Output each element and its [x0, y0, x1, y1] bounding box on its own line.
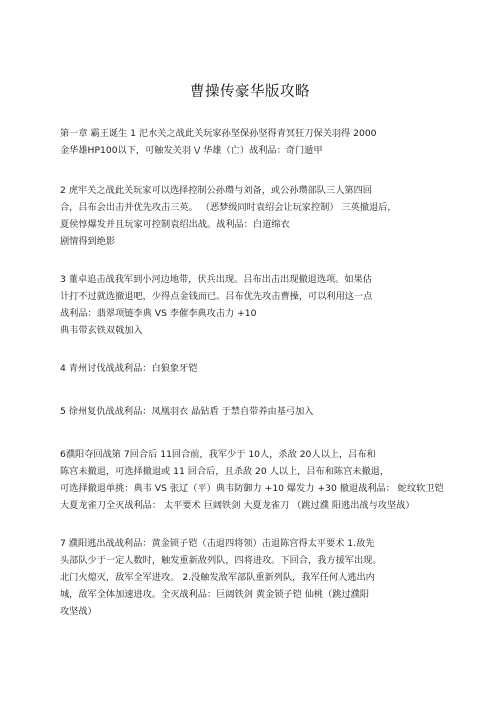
section-4-paragraph: [60, 360, 460, 377]
text-line: 计打不过就选撤退吧，少得点金钱而已。吕布优先攻击曹操，可以利用这一点: [60, 291, 373, 302]
text-line: 夏侯惇爆发并且玩家可控制袁绍出战。战利品：白道绵衣: [60, 219, 290, 230]
text-line: 陈宫未撤退，可选择撤退或 11 回合后，且杀敌 20 人以上，吕布和陈宫未撤退，: [60, 466, 390, 477]
text-line: 北门火熄灭，敌军全军进攻。 2.没触发敌军部队重新列队，我军任何人逃出内: [60, 572, 375, 583]
text-line: 6濮阳夺回战第 7回合后 11回合前，我军少于 10人，杀敌 20人以上，吕布和: [60, 449, 376, 460]
text-line: 3 董卓追击战我军到小河边地带，伏兵出现。吕布出击出现撤退选项。如果估: [60, 274, 372, 285]
text-line: 攻坚战）: [60, 606, 97, 617]
text-line: 2 虎牢关之战此关玩家可以选择控制公孙瓒与刘备，或公孙瓒部队三人第四回: [60, 185, 372, 196]
chapter-1-paragraph: [60, 125, 460, 159]
document-title: 曹操传豪华版攻略: [190, 84, 310, 100]
text-line: 可选择撤退单挑：典韦 VS 张辽（平）典韦防御力 +10 爆发力 +30 撤退战利品： 蛇纹软卫铠: [60, 483, 444, 494]
text-line: 5 徐州复仇战战利品：凤凰羽衣 晶钻盾 于禁自带养由基弓加入: [60, 406, 314, 417]
text-line: 战利品：翡翠项链李典 VS 李催李典攻击力 +10: [60, 308, 257, 319]
text-line: 4 青州讨伐战战利品：白狼象牙铠: [60, 363, 198, 374]
text-line: 7 濮阳逃出战战利品：黄金锁子铠（击退四将领）击退陈宫得太平要术 1.敌先: [60, 538, 375, 549]
section-3-paragraph: [60, 271, 460, 339]
text-line: 大夏龙雀刀全灭战利品： 太平要术 巨阔铁剑 大夏龙雀刀 （跳过濮 阳逃出战与攻坚战）: [60, 500, 415, 511]
section-6-paragraph: [60, 446, 460, 514]
text-line: 城，敌军全体加速进攻。全灭战利品：巨阔铁剑 黄金锁子铠 仙桃（跳过濮阳: [60, 589, 370, 600]
text-line: 典韦带玄铁双戟加入: [60, 325, 143, 336]
text-line: 金华雄HP100以下，可触发关羽 \/ 华雄（亡）战利品：奇门遁甲: [60, 145, 323, 156]
text-line: 头部队少于一定人数时，触发重新敌列队，四将进攻。下回合，我方援军出现。: [60, 555, 382, 566]
section-5-paragraph: [60, 403, 460, 420]
section-2-paragraph: [60, 182, 460, 250]
section-7-paragraph: [60, 535, 460, 620]
text-line: 第一章 霸王诞生 1 汜水关之战此关玩家孙坚保孙坚得青冥狂刀保关羽得 2000: [60, 128, 377, 139]
text-line: 剧情得到绝影: [60, 236, 116, 247]
text-line: 合，吕布会出击并优先攻击三英。 （恶梦级同时袁绍会让玩家控制） 三英撤退后，: [60, 202, 397, 213]
